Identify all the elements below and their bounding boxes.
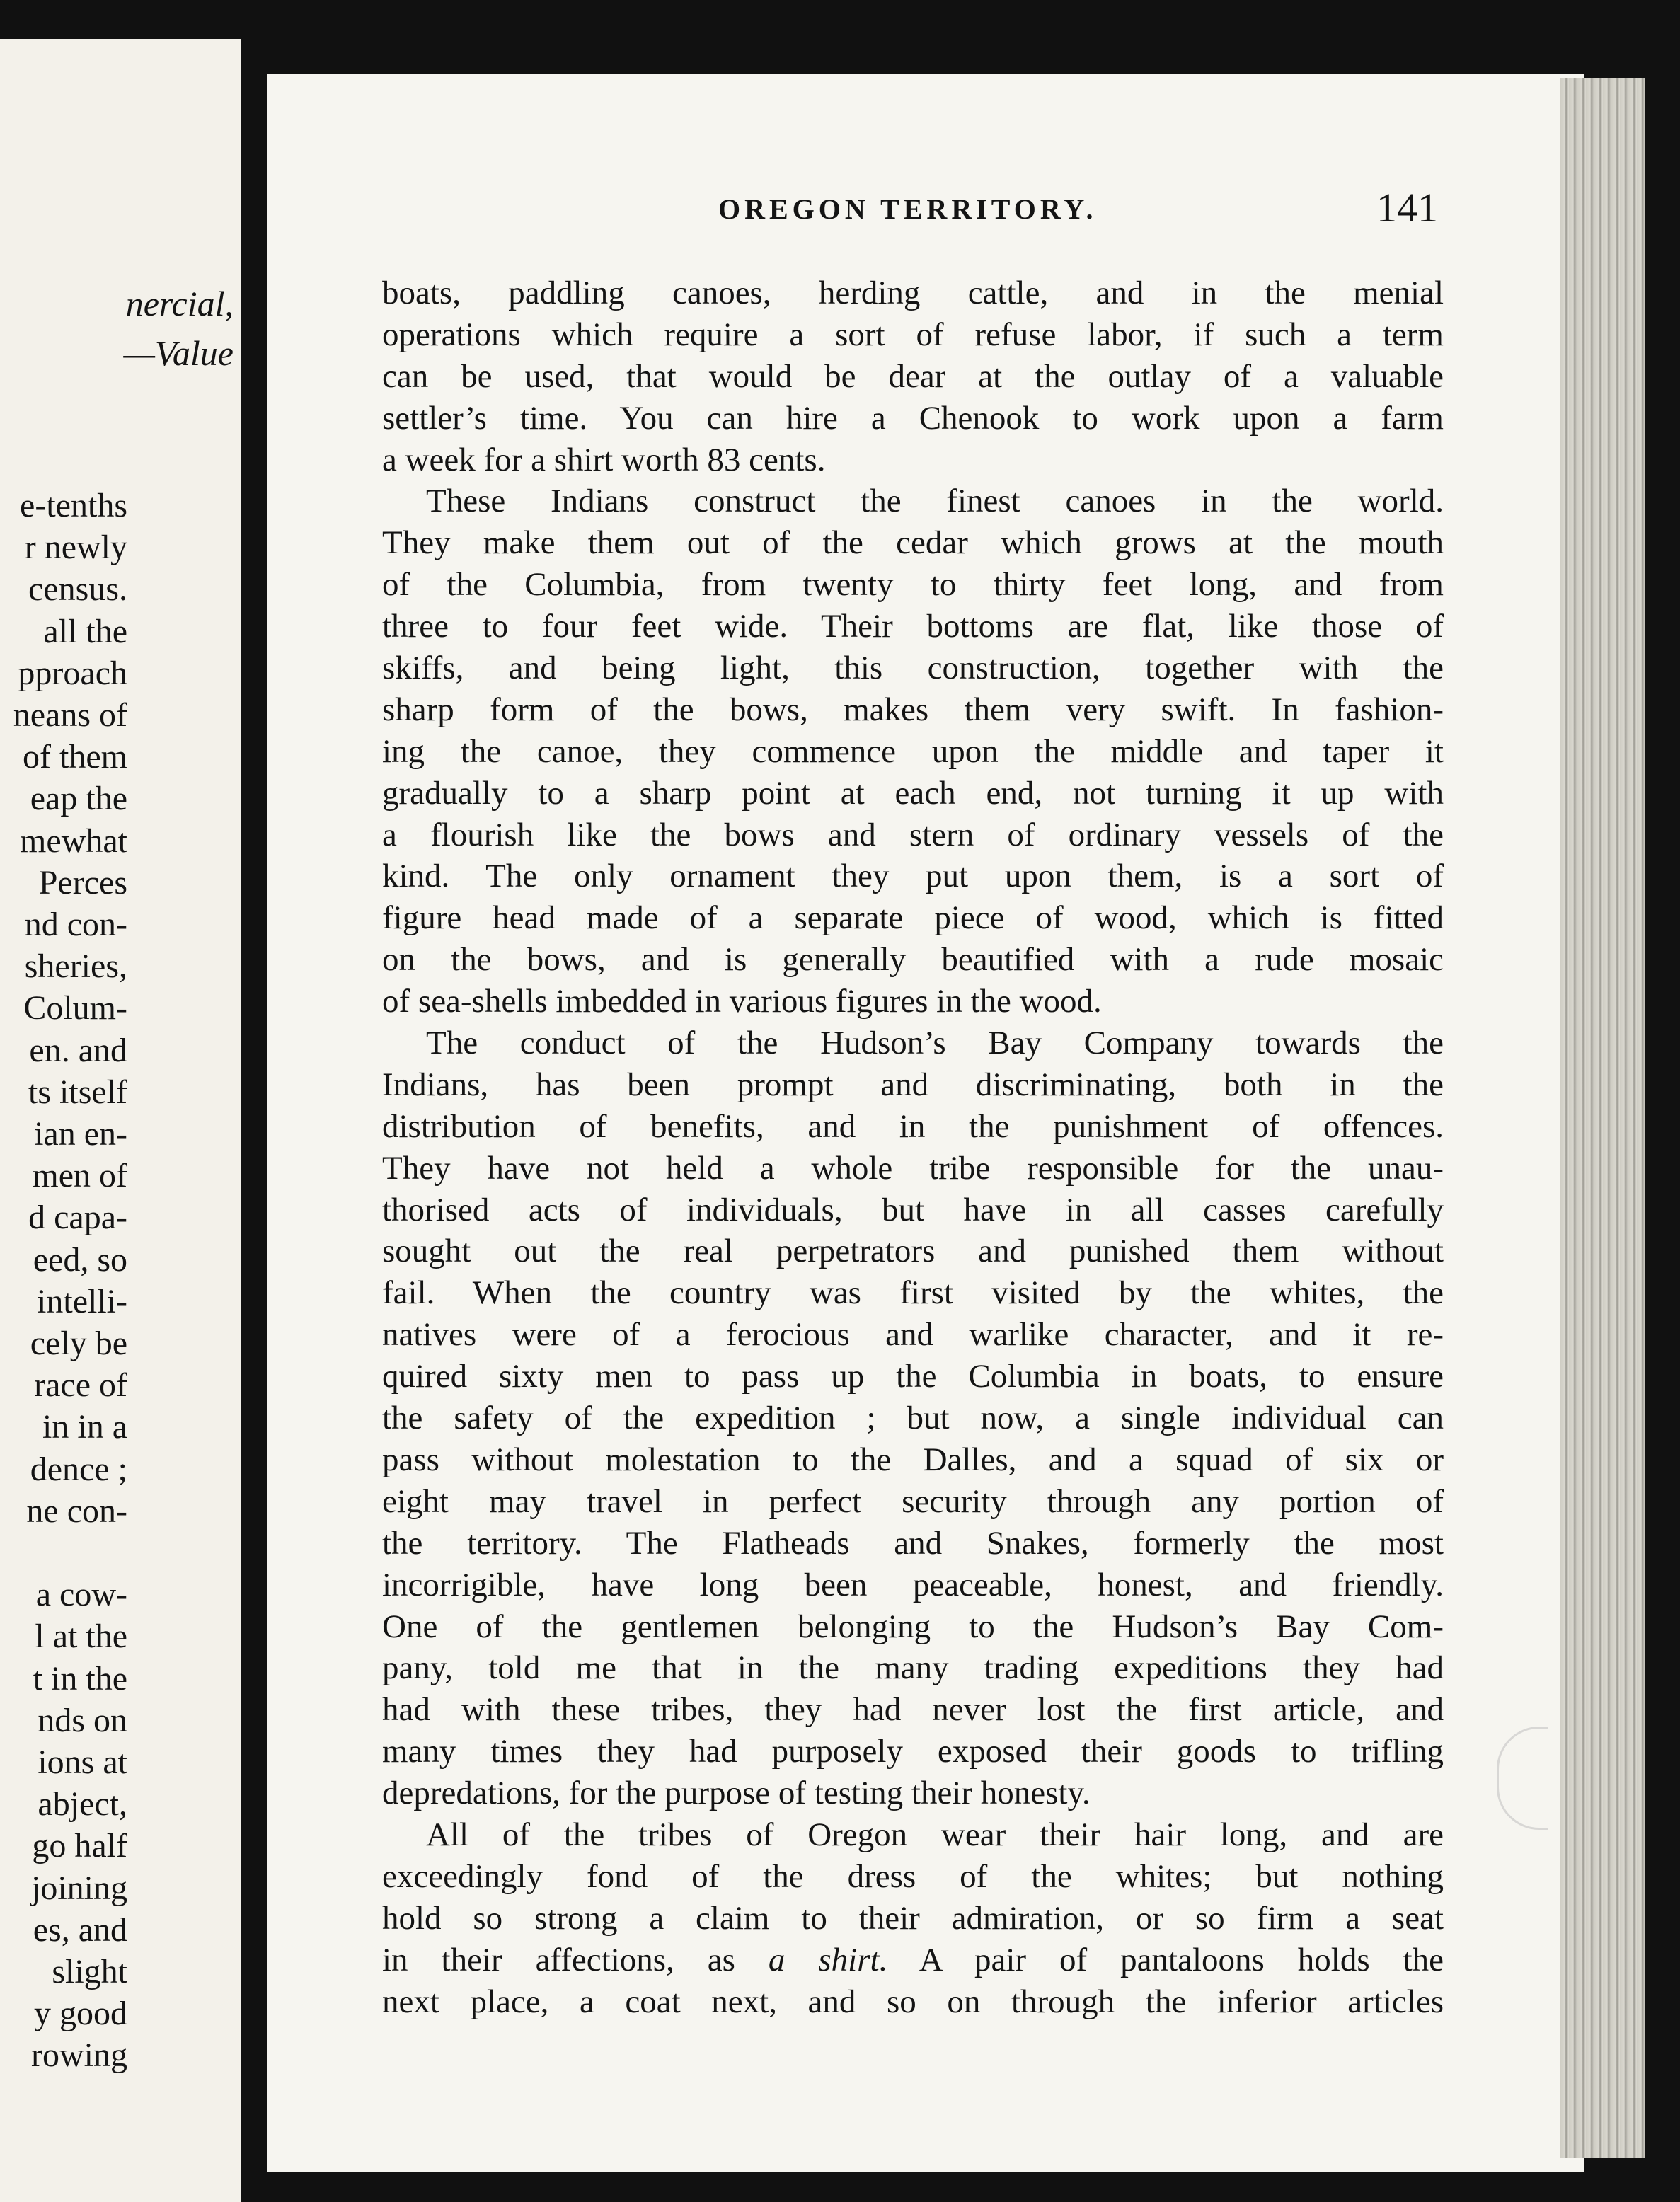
facing-page-line: y good <box>34 1995 127 2033</box>
text-line: eight may travel in perfect security through any portion of <box>382 1482 1444 1520</box>
facing-page-line: of them <box>23 738 127 776</box>
text-line: the safety of the expedition ; but now, a single individual can <box>382 1400 1444 1437</box>
facing-page-line: race of <box>34 1366 127 1405</box>
facing-page-line: rowing <box>31 2036 127 2075</box>
facing-page-line: Colum- <box>23 989 127 1027</box>
text-line: skiffs, and being light, this construction, together with the <box>382 650 1444 687</box>
text-line: pany, told me that in the many trading expeditions they had <box>382 1649 1444 1687</box>
facing-page-line: mewhat <box>20 822 127 860</box>
text-segment: A pair of pantaloons holds the <box>887 1941 1444 1978</box>
facing-page-heading: —Value <box>123 333 234 373</box>
facing-page-line: pproach <box>18 654 127 692</box>
page-edges <box>1560 78 1645 2158</box>
facing-page-line: men of <box>32 1157 127 1195</box>
facing-page-line: r newly <box>24 529 127 567</box>
facing-page-line: dence ; <box>30 1450 127 1488</box>
facing-page-line: nd con- <box>24 906 127 943</box>
facing-page-line: intelli- <box>37 1282 127 1320</box>
text-line: a flourish like the bows and stern of ordinary vessels of the <box>382 816 1444 853</box>
facing-page-line: joining <box>30 1869 127 1907</box>
facing-page-line: d capa- <box>28 1199 127 1237</box>
facing-page-line: a cow- <box>35 1576 127 1614</box>
text-line: natives were of a ferocious and warlike character, and it re- <box>382 1316 1444 1354</box>
text-line: depredations, for the purpose of testing their honesty. <box>382 1775 1091 1812</box>
text-line: distribution of benefits, and in the punishment of offences. <box>382 1107 1444 1145</box>
facing-page-line: abject, <box>38 1785 127 1823</box>
text-line: ing the canoe, they commence upon the middle and taper it <box>382 732 1444 770</box>
text-line <box>382 1939 1444 1981</box>
facing-page-heading: nercial, <box>125 284 234 323</box>
text-line: settler’s time. You can hire a Chenook to work upon a farm <box>382 399 1444 437</box>
text-line: These Indians construct the finest canoes in the world. <box>426 483 1444 520</box>
text-line: The conduct of the Hudson’s Bay Company towards the <box>426 1025 1444 1062</box>
facing-page-line: slight <box>52 1953 127 1990</box>
text-line: can be used, that would be dear at the outlay of a valuable <box>382 357 1444 395</box>
text-line: incorrigible, have long been peaceable, honest, and friendly. <box>382 1566 1444 1603</box>
text-line: kind. The only ornament they put upon them, is a sort of <box>382 858 1444 895</box>
text-line: many times they had purposely exposed their goods to trifling <box>382 1733 1444 1770</box>
facing-page-line: en. and <box>29 1031 127 1069</box>
text-line: thorised acts of individuals, but have in all casses carefully <box>382 1191 1444 1228</box>
facing-page-line: eap the <box>30 780 127 818</box>
page-number: 141 <box>1376 185 1438 231</box>
facing-page-line: nds on <box>38 1701 127 1739</box>
text-line: sharp form of the bows, makes them very swift. In fashion- <box>382 691 1444 728</box>
text-line: the territory. The Flatheads and Snakes, formerly the most <box>382 1524 1444 1562</box>
facing-page-line: ian en- <box>34 1115 127 1153</box>
text-line: All of the tribes of Oregon wear their hair long, and are <box>426 1816 1444 1853</box>
text-segment: in their affections, as <box>382 1941 769 1978</box>
text-line: operations which require a sort of refuse labor, if such a term <box>382 316 1444 353</box>
text-line: hold so strong a claim to their admiration, or so firm a seat <box>382 1899 1444 1937</box>
text-line: a week for a shirt worth 83 cents. <box>382 441 826 478</box>
text-line: exceedingly fond of the dress of the whites; but nothing <box>382 1857 1444 1895</box>
text-line: quired sixty men to pass up the Columbia in boats, to ensure <box>382 1358 1444 1395</box>
facing-page <box>0 39 241 2202</box>
text-line: figure head made of a separate piece of wood, which is fitted <box>382 899 1444 937</box>
facing-page-line: l at the <box>35 1618 127 1656</box>
text-line: of sea-shells imbedded in various figures in the wood. <box>382 983 1102 1020</box>
running-head: OREGON TERRITORY. <box>718 193 1098 225</box>
italic-emphasis: a shirt. <box>768 1941 888 1978</box>
text-line: next place, a coat next, and so on through the inferior articles <box>382 1983 1444 2020</box>
text-line: on the bows, and is generally beautified with a rude mosaic <box>382 941 1444 979</box>
facing-page-line: t in the <box>33 1659 127 1697</box>
facing-page-line: all the <box>43 612 127 650</box>
facing-page-line: go half <box>32 1827 127 1865</box>
text-line: of the Columbia, from twenty to thirty feet long, and from <box>382 566 1444 604</box>
facing-page-line: eed, so <box>33 1240 127 1279</box>
facing-page-line: ions at <box>38 1743 127 1781</box>
facing-page-line: in in a <box>42 1408 127 1446</box>
facing-page-line: sheries, <box>24 947 127 986</box>
facing-page-line: cely be <box>30 1325 127 1362</box>
text-line: They have not held a whole tribe responsible for the unau- <box>382 1149 1444 1187</box>
text-line: gradually to a sharp point at each end, not turning it up with <box>382 774 1444 812</box>
body-text <box>382 272 1444 2022</box>
text-line: pass without molestation to the Dalles, and a squad of six or <box>382 1441 1444 1478</box>
facing-page-line: e-tenths <box>20 487 127 524</box>
text-line: One of the gentlemen belonging to the Hudson’s Bay Com- <box>382 1608 1444 1645</box>
facing-page-line: ne con- <box>26 1492 127 1530</box>
text-line: sought out the real perpetrators and punished them without <box>382 1233 1444 1270</box>
facing-page-line: es, and <box>33 1910 127 1949</box>
facing-page-line: ts itself <box>28 1073 127 1111</box>
facing-page-line: census. <box>28 570 127 609</box>
text-line: three to four feet wide. Their bottoms are flat, like those of <box>382 608 1444 645</box>
text-line: fail. When the country was first visited by the whites, the <box>382 1274 1444 1312</box>
text-line: Indians, has been prompt and discriminating, both in the <box>382 1066 1444 1103</box>
text-line: boats, paddling canoes, herding cattle, and in the menial <box>382 275 1444 311</box>
facing-page-line: Perces <box>38 863 127 901</box>
text-line: They make them out of the cedar which grows at the mouth <box>382 524 1444 562</box>
text-line: had with these tribes, they had never lost the first article, and <box>382 1691 1444 1729</box>
facing-page-line: neans of <box>13 696 127 734</box>
